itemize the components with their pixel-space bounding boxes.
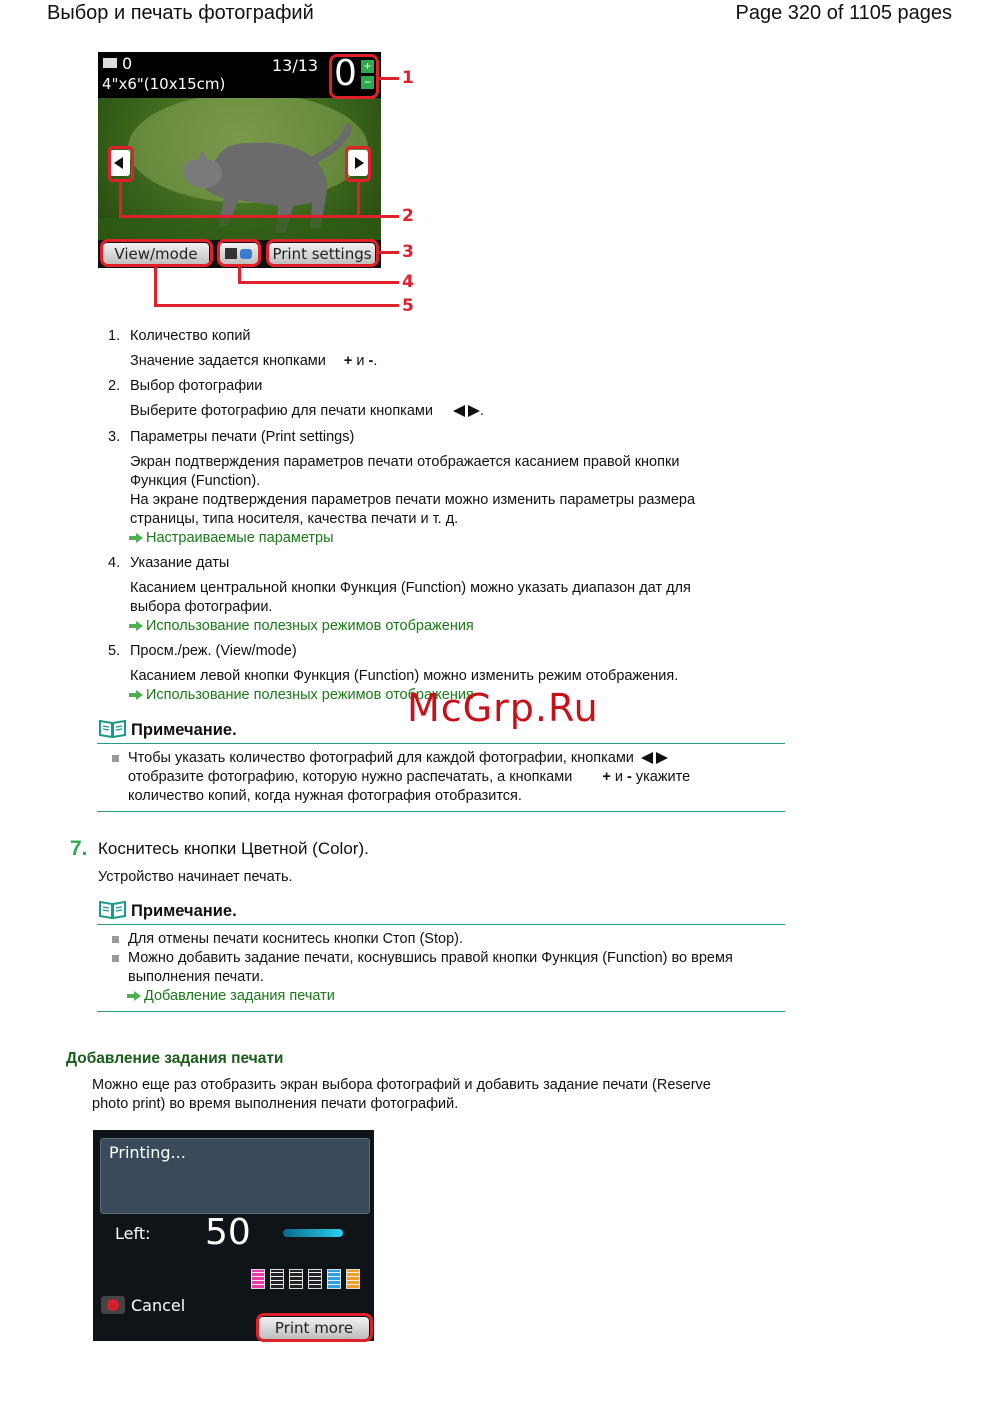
item-4-line-2: выбора фотографии. bbox=[130, 599, 273, 615]
link-arrow-icon bbox=[127, 991, 142, 1001]
section-line-2: photo print) во время выполнения печати фотографий. bbox=[92, 1096, 459, 1112]
ink-swatch bbox=[308, 1269, 322, 1289]
copies-icon bbox=[103, 58, 117, 68]
item-1-title: Количество копий bbox=[130, 328, 251, 344]
progress-bar bbox=[283, 1229, 343, 1237]
step-7-title: Коснитесь кнопки Цветной (Color). bbox=[98, 839, 369, 858]
callout-line-1 bbox=[379, 77, 399, 80]
item-2-period: . bbox=[480, 403, 485, 419]
link-custom-settings-label: Настраиваемые параметры bbox=[146, 530, 334, 546]
item-1-number: 1. bbox=[108, 328, 121, 344]
link-arrow-icon bbox=[129, 690, 144, 700]
item-4-title: Указание даты bbox=[130, 555, 230, 571]
watermark: McGrp.Ru bbox=[407, 686, 599, 730]
ink-swatch bbox=[289, 1269, 303, 1289]
callout-number-1: 1 bbox=[402, 68, 414, 88]
callout-line-5a bbox=[154, 267, 157, 307]
link-display-modes-1[interactable] bbox=[129, 617, 474, 636]
printer-lcd-printing bbox=[93, 1130, 374, 1341]
note-1-heading: Примечание. bbox=[131, 721, 237, 739]
stop-icon bbox=[107, 1299, 119, 1311]
ink-swatch bbox=[270, 1269, 284, 1289]
item-4-line-1: Касанием центральной кнопки Функция (Function) можно указать диапазон дат для bbox=[130, 580, 691, 596]
left-label: Left: bbox=[115, 1224, 151, 1243]
print-settings-button[interactable]: Print settings bbox=[269, 243, 375, 265]
note-2-bullet-1 bbox=[112, 936, 119, 943]
note-2-bullet-2 bbox=[112, 955, 119, 962]
item-1-and: и bbox=[356, 353, 365, 369]
note-2-bullet-2-line-1: Можно добавить задание печати, коснувшись правой кнопки Функция (Function) во время bbox=[128, 950, 733, 966]
note-2-heading: Примечание. bbox=[131, 902, 237, 920]
item-5-title: Просм./реж. (View/mode) bbox=[130, 643, 297, 659]
item-2-desc bbox=[130, 402, 484, 421]
item-3-line-2: Функция (Function). bbox=[130, 473, 261, 489]
view-mode-button[interactable]: View/mode bbox=[103, 243, 209, 265]
item-4-number: 4. bbox=[108, 555, 121, 571]
ink-swatch bbox=[327, 1269, 341, 1289]
note-2-bullet-1-text: Для отмены печати коснитесь кнопки Стоп (Stop). bbox=[128, 931, 463, 947]
item-2-number: 2. bbox=[108, 378, 121, 394]
callout-number-2: 2 bbox=[402, 206, 414, 226]
note-1-line-2-end: укажите bbox=[635, 769, 691, 785]
status-panel bbox=[100, 1138, 370, 1214]
ink-swatch bbox=[251, 1269, 265, 1289]
item-1-period: . bbox=[373, 353, 378, 369]
item-2-text: Выберите фотографию для печати кнопками bbox=[130, 403, 433, 419]
ink-palette bbox=[251, 1269, 371, 1291]
copies-count-small: 0 bbox=[122, 54, 133, 73]
plus-icon[interactable]: + bbox=[361, 60, 374, 73]
link-arrow-icon bbox=[129, 621, 144, 631]
callout-line-2c bbox=[119, 215, 399, 218]
step-7-number: 7. bbox=[70, 837, 88, 860]
callout-line-5b bbox=[154, 304, 399, 307]
minus-symbol: - bbox=[368, 353, 374, 369]
printing-status: Printing... bbox=[109, 1143, 186, 1162]
section-line-1: Можно еще раз отобразить экран выбора фотографий и добавить задание печати (Reserve bbox=[92, 1077, 711, 1093]
item-1-text: Значение задается кнопками bbox=[130, 353, 326, 369]
callout-box-copies bbox=[329, 54, 379, 99]
item-2-title: Выбор фотографии bbox=[130, 378, 263, 394]
photo-counter: 13/13 bbox=[272, 56, 319, 75]
callout-box-print-more bbox=[256, 1313, 373, 1342]
link-add-print-job-label: Добавление задания печати bbox=[144, 988, 335, 1004]
note-1-line-2-text: отобразите фотографию, которую нужно распечатать, а кнопками bbox=[128, 769, 573, 785]
callout-box-left-arrow bbox=[108, 146, 134, 182]
page-info: Page 320 of 1105 pages bbox=[735, 2, 952, 24]
item-3-line-3: На экране подтверждения параметров печати можно изменить параметры размера bbox=[130, 492, 696, 508]
cancel-label: Cancel bbox=[131, 1296, 186, 1315]
callout-box-date bbox=[217, 239, 261, 267]
note-book-icon bbox=[99, 718, 126, 738]
note-book-icon bbox=[99, 899, 126, 919]
note-2-top-rule bbox=[97, 924, 785, 925]
callout-number-5: 5 bbox=[402, 296, 414, 316]
print-more-button[interactable]: Print more bbox=[259, 1317, 369, 1339]
callout-line-2a bbox=[119, 182, 122, 218]
note-1-bottom-rule bbox=[97, 811, 785, 812]
section-heading: Добавление задания печати bbox=[66, 1050, 284, 1067]
callout-line-2b bbox=[357, 182, 360, 218]
note-1-line-1 bbox=[128, 749, 668, 768]
link-arrow-icon bbox=[129, 533, 144, 543]
copies-value: 0 bbox=[334, 53, 357, 94]
link-add-print-job[interactable] bbox=[127, 987, 335, 1006]
note-1-line-3: количество копий, когда нужная фотография отобразится. bbox=[128, 788, 522, 804]
left-value: 50 bbox=[205, 1212, 251, 1253]
arrow-right-icon bbox=[656, 752, 668, 764]
callout-box-right-arrow bbox=[345, 146, 371, 182]
note-1-line-1-text: Чтобы указать количество фотографий для каждой фотографии, кнопками bbox=[128, 750, 634, 766]
arrow-right-icon bbox=[468, 405, 480, 417]
callout-line-4b bbox=[238, 281, 399, 284]
arrow-left-icon bbox=[641, 752, 653, 764]
callout-box-print-settings bbox=[266, 239, 379, 267]
note-1-top-rule bbox=[97, 743, 785, 744]
item-1-desc bbox=[130, 352, 377, 371]
item-3-line-4: страницы, типа носителя, качества печати и т. д. bbox=[130, 511, 459, 527]
link-display-modes-1-label: Использование полезных режимов отображения bbox=[146, 618, 474, 634]
note-2-bottom-rule bbox=[97, 1011, 785, 1012]
note-1-bullet bbox=[112, 755, 119, 762]
plus-symbol: + bbox=[343, 353, 353, 369]
arrow-left-icon bbox=[453, 405, 465, 417]
minus-icon[interactable]: − bbox=[361, 76, 374, 89]
item-5-line-1: Касанием левой кнопки Функция (Function) можно изменить режим отображения. bbox=[130, 668, 679, 684]
callout-box-view-mode bbox=[100, 239, 213, 267]
step-7-text: Устройство начинает печать. bbox=[98, 869, 293, 885]
plus-symbol: + bbox=[602, 769, 611, 785]
item-5-number: 5. bbox=[108, 643, 121, 659]
callout-line-3 bbox=[379, 251, 399, 254]
ink-swatch bbox=[346, 1269, 360, 1289]
note-1-and: и bbox=[614, 769, 623, 785]
note-2-bullet-2-line-2: выполнения печати. bbox=[128, 969, 264, 985]
callout-number-4: 4 bbox=[402, 272, 414, 292]
paper-size-label: 4"x6"(10x15cm) bbox=[102, 75, 226, 93]
link-custom-settings[interactable] bbox=[129, 529, 334, 548]
note-1-line-2 bbox=[128, 768, 690, 787]
item-3-title: Параметры печати (Print settings) bbox=[130, 429, 355, 445]
minus-symbol: - bbox=[627, 769, 632, 785]
callout-number-3: 3 bbox=[402, 242, 414, 262]
cancel-button[interactable] bbox=[101, 1296, 125, 1314]
link-display-modes-2-label: Использование полезных режимов отображения bbox=[146, 687, 474, 703]
document-title: Выбор и печать фотографий bbox=[47, 2, 314, 24]
item-3-line-1: Экран подтверждения параметров печати отображается касанием правой кнопки bbox=[130, 454, 680, 470]
item-3-number: 3. bbox=[108, 429, 121, 445]
